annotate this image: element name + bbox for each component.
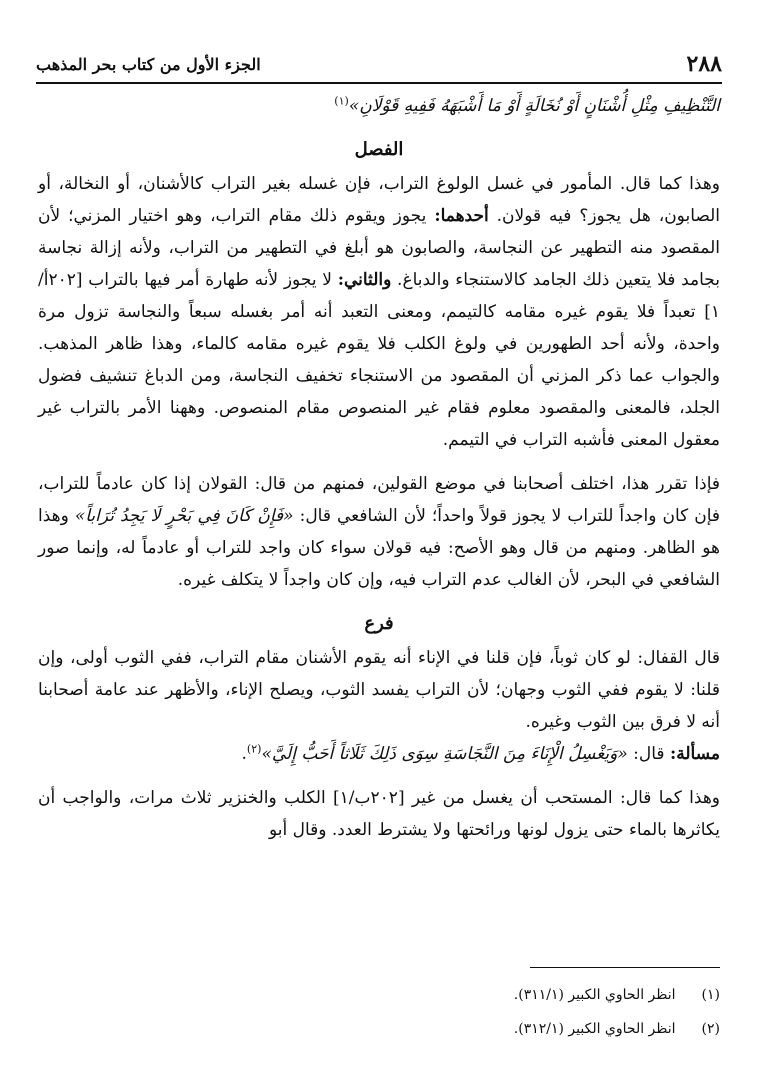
footnote-ref-2: (٢) — [246, 742, 262, 756]
paragraph-3: قال القفال: لو كان ثوباً، فإن قلنا في الإناء أنه يقوم الأشنان مقام التراب، ففي الثوب أولى، وإن قلنا: لا يقوم ففي الثوب وجهان؛ لأن التراب يفسد الثوب، ويصلح الإناء، والأظهر عند عامة أصحابنا أنه لا فرق بين الثوب وغيره. — [38, 648, 720, 732]
masala-label: مسألة: — [669, 744, 720, 764]
paragraph-2-quote: «فَإِنْ كَانَ فِي بَحْرٍ لَا يَجِدُ تُرَاباً» — [74, 506, 294, 526]
paragraph-1 — [38, 168, 720, 456]
section-heading-far: فرع — [364, 613, 394, 634]
page-number: ٢٨٨ — [686, 51, 722, 77]
footnote-1-text: انظر الحاوي الكبير (٣١١/١). — [513, 987, 676, 1003]
footnotes — [38, 978, 720, 1046]
masala-tail: . — [241, 744, 247, 764]
paragraph-4: وهذا كما قال: المستحب أن يغسل من غير [٢٠٢ب/١] الكلب والخنزير ثلاث مرات، والواجب أن يكاثرها بالماء حتى يزول لونها ورائحتها ولا يشترط العدد. وقال أبو — [38, 788, 720, 840]
footnote-divider — [530, 967, 720, 968]
paragraph-1-part-2: يجوز ويقوم ذلك مقام التراب، وهو اختيار المزني؛ لأن المقصود منه التطهير عن النجاسة، والصابون هو أبلغ في التطهير من التراب، ولأنه إزالة نجاسة بجامد فلا يتعين ذلك الجامد كالاستنجاء والدباغ. — [38, 206, 720, 290]
paragraph-2-part-1: فإذا تقرر هذا، اختلف أصحابنا في موضع القولين، فمنهم من قال: القولان إذا كان عادماً للتراب، فإن كان واجداً للتراب لا يجوز قولاً واحداً؛ لأن الشافعي قال: — [38, 474, 720, 526]
masala-line — [38, 738, 720, 770]
running-title: الجزء الأول من كتاب بحر المذهب — [36, 54, 261, 74]
paragraph-1-part-1: وهذا كما قال. المأمور في غسل الولوغ التراب، فإن غسله بغير التراب كالأشنان، أو النخالة، أو الصابون، هل يجوز؟ فيه قولان. — [38, 174, 721, 226]
masala-intro: قال: — [633, 744, 665, 764]
footnote-ref-1: (١) — [334, 94, 349, 108]
label-first-opinion: أحدهما: — [434, 206, 489, 226]
section-heading-fasl: الفصل — [354, 139, 404, 160]
footnote-2 — [38, 1012, 720, 1046]
opening-line — [38, 90, 720, 122]
paragraph-2-part-2: وهذا هو الظاهر. ومنهم من قال وهو الأصح: فيه قولان سواء كان واجد للتراب أو عادماً له، وإنما صور الشافعي في البحر، لأن الغالب عدم التراب فيه، وإن كان واجداً لا يتكلف غيره. — [38, 506, 720, 590]
page-header — [36, 46, 722, 84]
label-second-opinion: والثاني: — [337, 270, 392, 290]
paragraph-1-part-3: لا يجوز لأنه طهارة أمر فيها بالتراب [٢٠٢أ/١] تعبداً فلا يقوم غيره مقامه كالتيمم، ومعنى التعبد أنه أمر بغسله سبعاً والنجاسة تزول مرة واحدة، ولأنه أحد الطهورين في ولوغ الكلب فلا يقوم غيره مقامه كالماء، وهذا ظاهر المذهب. والجواب عما ذكر المزني أن المقصود من الاستنجاء تخفيف النجاسة، ومن الدباغ تنشيف فضول الجلد، فالمعنى والمقصود معلوم فقام غير المنصوص مقام المنصوص. وههنا الأمر بالتراب غير معقول المعنى فأشبه التراب في التيمم. — [38, 270, 720, 450]
main-text — [38, 90, 720, 846]
footnote-1 — [38, 978, 720, 1012]
paragraph-2 — [38, 468, 720, 596]
footnote-2-text: انظر الحاوي الكبير (٣١٢/١). — [513, 1021, 676, 1037]
footnote-2-number: (٢) — [701, 1021, 720, 1037]
opening-quote: التَّنْظِيفِ مِثْلِ أُشْنَانٍ أَوْ نُخَالَةٍ أَوْ مَا أَشْبَهَهُ فَفِيهِ قَوْلَانِ» — [348, 96, 720, 116]
footnote-1-number: (١) — [701, 987, 720, 1003]
masala-quote: «وَيَغْسِلُ الْإِنَاءَ مِنَ النَّجَاسَةِ سِوَى ذَلِكَ ثَلَاثاً أَحَبُّ إِلَيَّ» — [261, 744, 628, 764]
